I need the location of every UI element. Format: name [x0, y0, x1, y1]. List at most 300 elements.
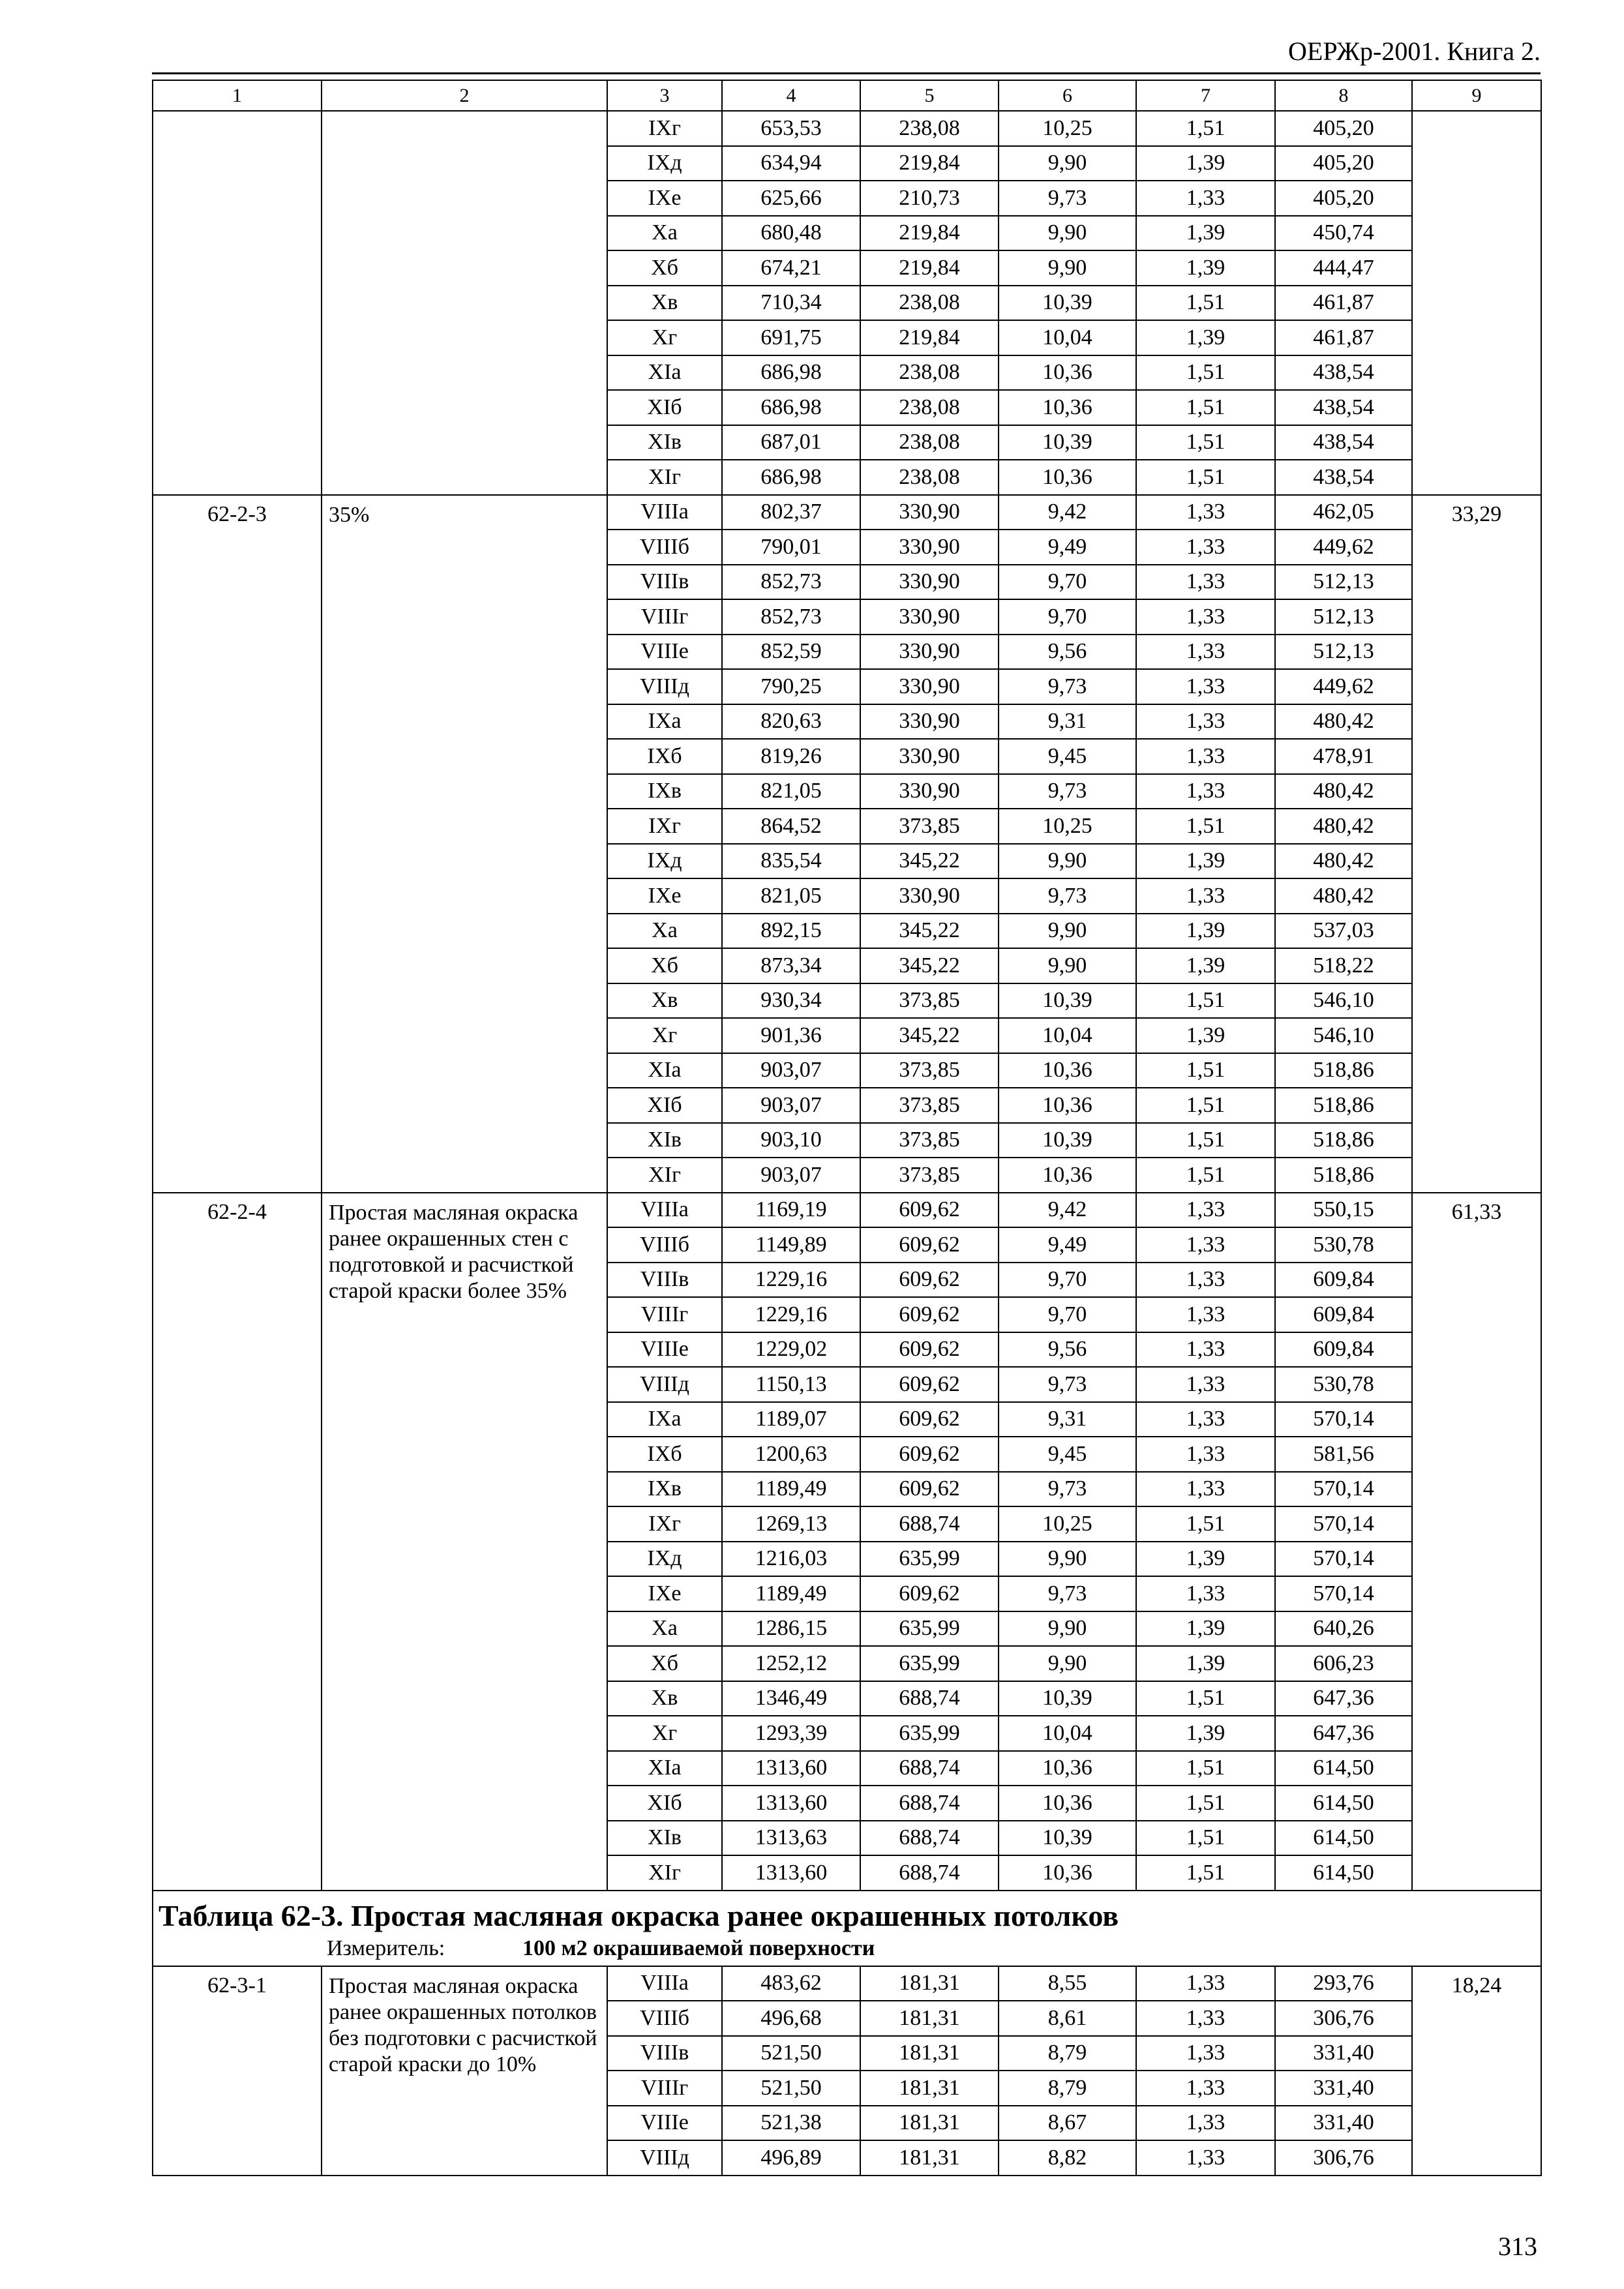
table-cell: 710,34: [722, 286, 860, 321]
table-cell: 478,91: [1275, 739, 1412, 774]
table-cell: IXд: [607, 1542, 722, 1577]
table-cell: 181,31: [860, 2036, 999, 2071]
table-cell: XIа: [607, 1751, 722, 1786]
table-cell: Xа: [607, 914, 722, 949]
table-cell: 10,36: [999, 1088, 1136, 1123]
table-cell: 1,39: [1136, 216, 1275, 251]
table-cell: 345,22: [860, 1018, 999, 1053]
table-cell: 635,99: [860, 1542, 999, 1577]
table-cell: 821,05: [722, 774, 860, 809]
table-cell: VIIIа: [607, 1966, 722, 2001]
table-cell: 653,53: [722, 111, 860, 146]
table-cell: 10,04: [999, 320, 1136, 355]
table-cell: 1,39: [1136, 1611, 1275, 1647]
table-cell: IXд: [607, 844, 722, 879]
table-cell: 9,42: [999, 1193, 1136, 1228]
table-cell: 444,47: [1275, 250, 1412, 286]
table-cell: 10,36: [999, 1751, 1136, 1786]
table-cell: 1,51: [1136, 1053, 1275, 1088]
table-cell: 10,36: [999, 1053, 1136, 1088]
table-cell: Xг: [607, 1018, 722, 1053]
table-cell: 1313,63: [722, 1821, 860, 1856]
table-cell: 181,31: [860, 2071, 999, 2106]
table-cell: 330,90: [860, 495, 999, 530]
table-cell: 688,74: [860, 1786, 999, 1821]
table-cell: 688,74: [860, 1681, 999, 1716]
table-cell: 609,62: [860, 1227, 999, 1263]
table-cell: 835,54: [722, 844, 860, 879]
table-cell: VIIIб: [607, 1227, 722, 1263]
table-cell: 9,73: [999, 774, 1136, 809]
table-cell: 10,36: [999, 355, 1136, 391]
table-cell: 9,45: [999, 739, 1136, 774]
table-cell: 614,50: [1275, 1786, 1412, 1821]
table-cell: 9,73: [999, 669, 1136, 704]
table-cell: 570,14: [1275, 1472, 1412, 1507]
table-cell: 10,36: [999, 1786, 1136, 1821]
table-cell: 864,52: [722, 809, 860, 844]
table-cell: 373,85: [860, 1123, 999, 1158]
table-cell: 449,62: [1275, 669, 1412, 704]
table-cell: 9,73: [999, 1576, 1136, 1611]
work-description: Простая масляная окраска ранее окрашенных потолков без подготовки с расчисткой старой краски до 10%: [322, 1966, 607, 2176]
table-cell: 570,14: [1275, 1402, 1412, 1437]
table-cell: Xб: [607, 948, 722, 983]
table-cell: 1,39: [1136, 844, 1275, 879]
table-cell: 1,33: [1136, 1263, 1275, 1298]
table-cell: 1,51: [1136, 1855, 1275, 1891]
table-cell: 1293,39: [722, 1716, 860, 1751]
table-cell: 330,90: [860, 599, 999, 635]
table-cell: 10,36: [999, 390, 1136, 425]
table-cell: 330,90: [860, 704, 999, 740]
table-cell: 9,73: [999, 1472, 1136, 1507]
table-cell: 1313,60: [722, 1855, 860, 1891]
table-cell: 819,26: [722, 739, 860, 774]
table-cell: 1313,60: [722, 1786, 860, 1821]
table-row: [153, 111, 1541, 146]
table-cell: 625,66: [722, 181, 860, 216]
table-cell: 1252,12: [722, 1646, 860, 1681]
table-cell: VIIIв: [607, 565, 722, 600]
table-cell: 1,33: [1136, 1367, 1275, 1402]
table-cell: 461,87: [1275, 286, 1412, 321]
table-cell: 10,39: [999, 425, 1136, 460]
table-cell: XIв: [607, 1821, 722, 1856]
table-cell: 609,62: [860, 1332, 999, 1368]
table-cell: 512,13: [1275, 599, 1412, 635]
table-cell: 480,42: [1275, 704, 1412, 740]
table-cell: 1,51: [1136, 390, 1275, 425]
table-cell: 462,05: [1275, 495, 1412, 530]
table-cell: IXг: [607, 809, 722, 844]
table-cell: 8,67: [999, 2106, 1136, 2141]
table-cell: 1,51: [1136, 1786, 1275, 1821]
table-cell: 687,01: [722, 425, 860, 460]
table-cell: 9,73: [999, 878, 1136, 914]
table-row: [153, 1193, 1541, 1228]
table-cell: 330,90: [860, 565, 999, 600]
table-cell: 1,51: [1136, 425, 1275, 460]
table-cell: 1,33: [1136, 2106, 1275, 2141]
table-cell: 1,33: [1136, 704, 1275, 740]
table-cell: IXе: [607, 878, 722, 914]
table-cell: 1,51: [1136, 1751, 1275, 1786]
table-cell: 609,84: [1275, 1332, 1412, 1368]
table-cell: 1313,60: [722, 1751, 860, 1786]
table-cell: 405,20: [1275, 146, 1412, 181]
table-cell: 1,51: [1136, 1681, 1275, 1716]
table-cell: 9,49: [999, 530, 1136, 565]
table-cell: 10,04: [999, 1018, 1136, 1053]
table-cell: XIб: [607, 390, 722, 425]
table-cell: 1,33: [1136, 599, 1275, 635]
table-cell: 9,56: [999, 1332, 1136, 1368]
table-cell: XIв: [607, 425, 722, 460]
table-cell: 238,08: [860, 286, 999, 321]
table-cell: 1,33: [1136, 1332, 1275, 1368]
table-cell: 903,07: [722, 1158, 860, 1193]
table-cell: 1,39: [1136, 948, 1275, 983]
table-cell: XIб: [607, 1786, 722, 1821]
table-cell: VIIIб: [607, 2001, 722, 2036]
table-cell: VIIIд: [607, 669, 722, 704]
rate-code: 62-3-1: [153, 1966, 322, 2176]
table-cell: 306,76: [1275, 2001, 1412, 2036]
table-cell: 820,63: [722, 704, 860, 740]
table-cell: 330,90: [860, 878, 999, 914]
table-cell: VIIIг: [607, 599, 722, 635]
table-cell: 480,42: [1275, 774, 1412, 809]
table-cell: IXе: [607, 1576, 722, 1611]
table-cell: XIг: [607, 460, 722, 495]
table-cell: 238,08: [860, 460, 999, 495]
column-number: 2: [322, 80, 607, 111]
table-cell: 570,14: [1275, 1576, 1412, 1611]
table-cell: 852,73: [722, 599, 860, 635]
table-cell: Xб: [607, 250, 722, 286]
table-cell: 1229,16: [722, 1297, 860, 1332]
table-cell: 480,42: [1275, 878, 1412, 914]
table-cell: 1,51: [1136, 460, 1275, 495]
table-cell: 581,56: [1275, 1437, 1412, 1472]
table-cell: 609,84: [1275, 1297, 1412, 1332]
table-cell: 1,51: [1136, 1506, 1275, 1542]
rate-code: 62-2-4: [153, 1193, 322, 1891]
table-cell: 438,54: [1275, 390, 1412, 425]
table-cell: 614,50: [1275, 1821, 1412, 1856]
table-cell: 1216,03: [722, 1542, 860, 1577]
measure-line: [153, 1936, 1541, 1962]
table-cell: 691,75: [722, 320, 860, 355]
table-cell: 9,49: [999, 1227, 1136, 1263]
rate-code: [153, 111, 322, 495]
table-cell: 518,22: [1275, 948, 1412, 983]
table-cell: 9,90: [999, 1542, 1136, 1577]
table-cell: 8,79: [999, 2036, 1136, 2071]
table-cell: 219,84: [860, 320, 999, 355]
column-number: 8: [1275, 80, 1412, 111]
table-cell: 9,90: [999, 1611, 1136, 1647]
table-cell: IXб: [607, 739, 722, 774]
table-title-cell: [153, 1891, 1541, 1966]
table-cell: 373,85: [860, 1053, 999, 1088]
table-cell: 10,39: [999, 983, 1136, 1019]
table-cell: 219,84: [860, 146, 999, 181]
table-cell: 686,98: [722, 390, 860, 425]
table-cell: 512,13: [1275, 565, 1412, 600]
table-cell: 9,45: [999, 1437, 1136, 1472]
table-cell: Xв: [607, 1681, 722, 1716]
table-cell: 1229,16: [722, 1263, 860, 1298]
table-cell: 530,78: [1275, 1367, 1412, 1402]
table-cell: 1,33: [1136, 878, 1275, 914]
table-cell: 238,08: [860, 111, 999, 146]
table-cell: 609,62: [860, 1576, 999, 1611]
table-cell: 521,38: [722, 2106, 860, 2141]
table-cell: 483,62: [722, 1966, 860, 2001]
table-cell: 614,50: [1275, 1855, 1412, 1891]
table-cell: 903,07: [722, 1053, 860, 1088]
table-cell: IXв: [607, 1472, 722, 1507]
table-cell: 688,74: [860, 1821, 999, 1856]
table-cell: 438,54: [1275, 355, 1412, 391]
page-number: 313: [1498, 2232, 1537, 2261]
table-cell: 496,89: [722, 2140, 860, 2176]
table-cell: 802,37: [722, 495, 860, 530]
table-cell: 609,62: [860, 1437, 999, 1472]
table-cell: 1,39: [1136, 146, 1275, 181]
column-number: 3: [607, 80, 722, 111]
table-cell: 9,70: [999, 1263, 1136, 1298]
column-number: 6: [999, 80, 1136, 111]
rate-code: 62-2-3: [153, 495, 322, 1193]
table-cell: 1,33: [1136, 565, 1275, 600]
table-cell: 606,23: [1275, 1646, 1412, 1681]
table-cell: 518,86: [1275, 1053, 1412, 1088]
table-cell: 903,07: [722, 1088, 860, 1123]
table-cell: 1,39: [1136, 1716, 1275, 1751]
table-cell: 10,39: [999, 1821, 1136, 1856]
table-cell: 518,86: [1275, 1088, 1412, 1123]
table-cell: 1,33: [1136, 2036, 1275, 2071]
table-title-row: [153, 1891, 1541, 1966]
table-cell: 1,39: [1136, 320, 1275, 355]
table-cell: 1,33: [1136, 1402, 1275, 1437]
table-cell: 438,54: [1275, 425, 1412, 460]
table-cell: 373,85: [860, 983, 999, 1019]
table-cell: 345,22: [860, 948, 999, 983]
table-title: Таблица 62-3. Простая масляная окраска ранее окрашенных потолков: [158, 1898, 1119, 1932]
table-cell: 1,51: [1136, 809, 1275, 844]
table-cell: 10,36: [999, 1158, 1136, 1193]
table-cell: 635,99: [860, 1646, 999, 1681]
table-cell: 892,15: [722, 914, 860, 949]
table-cell: 546,10: [1275, 983, 1412, 1019]
page-header-title: ОЕРЖр-2001. Книга 2.: [1288, 37, 1541, 66]
table-cell: XIа: [607, 1053, 722, 1088]
table-cell: 570,14: [1275, 1506, 1412, 1542]
table-cell: 635,99: [860, 1611, 999, 1647]
table-cell: 10,25: [999, 1506, 1136, 1542]
column-number-row: [153, 80, 1541, 111]
table-cell: 790,01: [722, 530, 860, 565]
table-cell: 609,62: [860, 1472, 999, 1507]
table-cell: 1,39: [1136, 1018, 1275, 1053]
table-cell: VIIIг: [607, 2071, 722, 2106]
table-cell: 647,36: [1275, 1716, 1412, 1751]
table-cell: 570,14: [1275, 1542, 1412, 1577]
table-cell: 345,22: [860, 844, 999, 879]
table-cell: Xг: [607, 1716, 722, 1751]
table-cell: 1200,63: [722, 1437, 860, 1472]
table-cell: 238,08: [860, 355, 999, 391]
table-cell: 480,42: [1275, 844, 1412, 879]
table-cell: 9,73: [999, 1367, 1136, 1402]
table-cell: 647,36: [1275, 1681, 1412, 1716]
table-cell: 930,34: [722, 983, 860, 1019]
table-cell: 10,36: [999, 460, 1136, 495]
table-cell: 518,86: [1275, 1123, 1412, 1158]
table-cell: 10,25: [999, 809, 1136, 844]
table-cell: 614,50: [1275, 1751, 1412, 1786]
table-cell: Xа: [607, 216, 722, 251]
table-cell: 219,84: [860, 216, 999, 251]
table-cell: VIIIд: [607, 2140, 722, 2176]
table-cell: 1189,49: [722, 1472, 860, 1507]
table-cell: 373,85: [860, 809, 999, 844]
table-cell: 9,56: [999, 635, 1136, 670]
table-cell: 405,20: [1275, 111, 1412, 146]
table-cell: 9,31: [999, 704, 1136, 740]
table-cell: Xа: [607, 1611, 722, 1647]
table-cell: 1,51: [1136, 1821, 1275, 1856]
table-cell: IXг: [607, 111, 722, 146]
table-cell: 609,62: [860, 1263, 999, 1298]
table-cell: 1,39: [1136, 914, 1275, 949]
table-cell: 903,10: [722, 1123, 860, 1158]
header-rule: [152, 72, 1541, 74]
table-cell: 521,50: [722, 2036, 860, 2071]
table-cell: 1169,19: [722, 1193, 860, 1228]
table-cell: 9,42: [999, 495, 1136, 530]
table-cell: 1,51: [1136, 1088, 1275, 1123]
table-cell: Xв: [607, 286, 722, 321]
table-cell: IXе: [607, 181, 722, 216]
table-cell: 1,51: [1136, 1123, 1275, 1158]
table-cell: 449,62: [1275, 530, 1412, 565]
table-cell: 8,79: [999, 2071, 1136, 2106]
table-cell: Xг: [607, 320, 722, 355]
rates-table: [152, 80, 1542, 2176]
table-cell: 1,33: [1136, 2001, 1275, 2036]
table-cell: 373,85: [860, 1158, 999, 1193]
table-cell: 873,34: [722, 948, 860, 983]
table-cell: 1,33: [1136, 530, 1275, 565]
table-cell: XIг: [607, 1158, 722, 1193]
table-cell: 1,39: [1136, 1542, 1275, 1577]
table-cell: 521,50: [722, 2071, 860, 2106]
table-cell: 331,40: [1275, 2071, 1412, 2106]
table-cell: VIIIа: [607, 495, 722, 530]
measure-label: Измеритель:: [327, 1936, 445, 1960]
table-cell: 1,39: [1136, 250, 1275, 286]
table-cell: 1346,49: [722, 1681, 860, 1716]
rate-total: 61,33: [1412, 1193, 1541, 1891]
table-cell: VIIIе: [607, 635, 722, 670]
table-cell: 1269,13: [722, 1506, 860, 1542]
table-cell: 9,70: [999, 1297, 1136, 1332]
table-cell: XIв: [607, 1123, 722, 1158]
table-cell: 688,74: [860, 1506, 999, 1542]
table-cell: 8,61: [999, 2001, 1136, 2036]
table-cell: 901,36: [722, 1018, 860, 1053]
table-cell: 9,90: [999, 844, 1136, 879]
table-cell: 10,36: [999, 1855, 1136, 1891]
table-cell: 9,90: [999, 948, 1136, 983]
table-cell: 1,33: [1136, 2140, 1275, 2176]
table-cell: 1,33: [1136, 669, 1275, 704]
table-cell: 1,33: [1136, 739, 1275, 774]
rate-total: [1412, 111, 1541, 495]
work-description: Простая масляная окраска ранее окрашенных стен с подготовкой и расчисткой старой краски более 35%: [322, 1193, 607, 1891]
table-cell: 1,33: [1136, 1966, 1275, 2001]
table-cell: 609,84: [1275, 1263, 1412, 1298]
table-cell: 210,73: [860, 181, 999, 216]
table-cell: 550,15: [1275, 1193, 1412, 1228]
table-cell: 10,39: [999, 1123, 1136, 1158]
table-cell: 9,31: [999, 1402, 1136, 1437]
table-cell: XIб: [607, 1088, 722, 1123]
table-cell: 461,87: [1275, 320, 1412, 355]
rate-total: 33,29: [1412, 495, 1541, 1193]
measure-value: 100 м2 окрашиваемой поверхности: [522, 1936, 875, 1960]
table-cell: VIIIг: [607, 1297, 722, 1332]
table-cell: 1,51: [1136, 1158, 1275, 1193]
table-cell: IXа: [607, 1402, 722, 1437]
table-cell: IXг: [607, 1506, 722, 1542]
table-cell: VIIIв: [607, 1263, 722, 1298]
table-cell: IXб: [607, 1437, 722, 1472]
table-cell: 331,40: [1275, 2036, 1412, 2071]
column-number: 4: [722, 80, 860, 111]
table-cell: 1,33: [1136, 495, 1275, 530]
table-cell: 530,78: [1275, 1227, 1412, 1263]
table-cell: 219,84: [860, 250, 999, 286]
table-cell: 1,51: [1136, 286, 1275, 321]
table-row: [153, 495, 1541, 530]
table-cell: 181,31: [860, 1966, 999, 2001]
table-cell: 10,39: [999, 1681, 1136, 1716]
table-cell: 345,22: [860, 914, 999, 949]
table-cell: 1,33: [1136, 1297, 1275, 1332]
table-cell: 1,33: [1136, 2071, 1275, 2106]
table-cell: 10,39: [999, 286, 1136, 321]
table-cell: 238,08: [860, 425, 999, 460]
table-cell: 1,51: [1136, 355, 1275, 391]
table-cell: 1149,89: [722, 1227, 860, 1263]
table-cell: 330,90: [860, 669, 999, 704]
table-cell: XIа: [607, 355, 722, 391]
table-cell: IXв: [607, 774, 722, 809]
table-cell: 373,85: [860, 1088, 999, 1123]
table-cell: 10,04: [999, 1716, 1136, 1751]
table-cell: 688,74: [860, 1855, 999, 1891]
table-cell: 852,59: [722, 635, 860, 670]
table-cell: 293,76: [1275, 1966, 1412, 2001]
column-number: 5: [860, 80, 999, 111]
table-cell: 1150,13: [722, 1367, 860, 1402]
